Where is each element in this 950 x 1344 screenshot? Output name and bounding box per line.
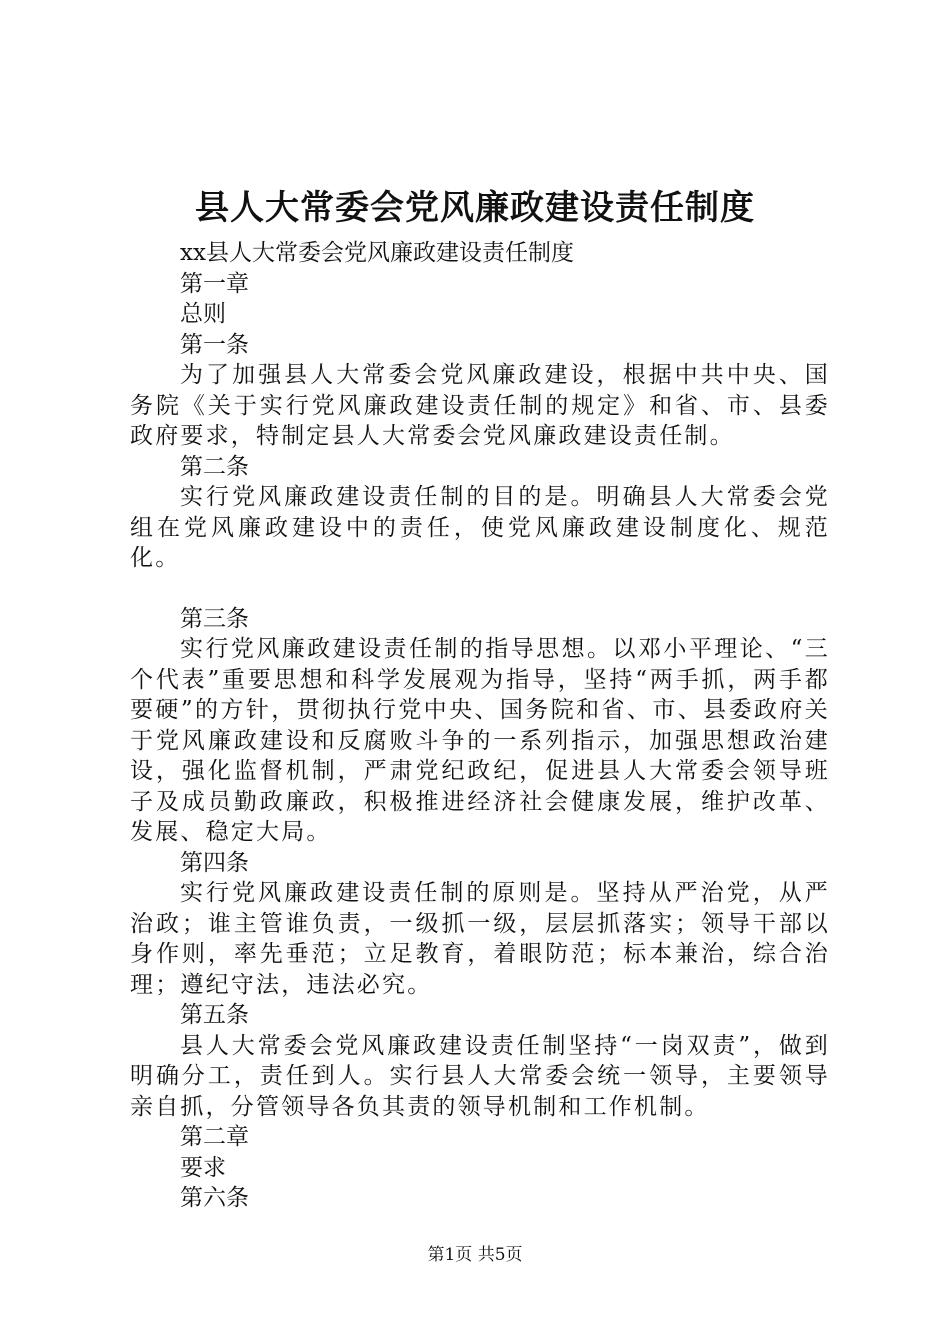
document-title: 县人大常委会党风廉政建设责任制度 xyxy=(195,188,755,228)
page-number: 第1页 共5页 xyxy=(427,1245,523,1265)
article-5-text: 县人大常委会党风廉政建设责任制坚持“一岗双责”，做到明确分工，责任到人。实行县人大常委会统一领导，主要领导亲自抓，分管领导各负其责的领导机制和工作机制。 xyxy=(130,1032,830,1120)
chapter-2-heading: 第二章 xyxy=(180,1124,249,1150)
document-subtitle: xx县人大常委会党风廉政建设责任制度 xyxy=(180,240,574,266)
document-body xyxy=(130,238,830,1214)
chapter-1-heading: 第一章 xyxy=(180,270,249,297)
article-1-heading: 第一条 xyxy=(180,331,249,358)
paragraph-gap xyxy=(130,574,830,604)
article-5-heading: 第五条 xyxy=(180,1002,249,1028)
article-2-heading: 第二条 xyxy=(180,453,249,480)
article-3-text: 实行党风廉政建设责任制的指导思想。以邓小平理论、“三个代表”重要思想和科学发展观为指导，坚持“两手抓，两手都要硬”的方针，贯彻执行党中央、国务院和省、市、县委政府关于党风廉政建设和反腐败斗争的一系列指示，加强思想政治建设，强化监督机制，严肃党纪政纪，促进县人大常委会领导班子及成员勤政廉政，积极推进经济社会健康发展，维护改革、发展、稳定大局。 xyxy=(130,636,830,845)
article-2-text: 实行党风廉政建设责任制的目的是。明确县人大常委会党组在党风廉政建设中的责任，使党风廉政建设制度化、规范化。 xyxy=(130,484,830,571)
chapter-2-name: 要求 xyxy=(180,1154,226,1181)
chapter-1-name: 总则 xyxy=(180,301,226,327)
article-4-heading: 第四条 xyxy=(180,849,249,876)
article-4-text: 实行党风廉政建设责任制的原则是。坚持从严治党，从严治政；谁主管谁负责，一级抓一级，层层抓落实；领导干部以身作则，率先垂范；立足教育，着眼防范；标本兼治，综合治理；遵纪守法，违法必究。 xyxy=(130,880,830,998)
article-6-heading: 第六条 xyxy=(180,1185,249,1211)
article-3-heading: 第三条 xyxy=(180,605,249,632)
article-1-text: 为了加强县人大常委会党风廉政建设，根据中共中央、国务院《关于实行党风廉政建设责任制的规定》和省、市、县委政府要求，特制定县人大常委会党风廉政建设责任制。 xyxy=(130,362,830,449)
